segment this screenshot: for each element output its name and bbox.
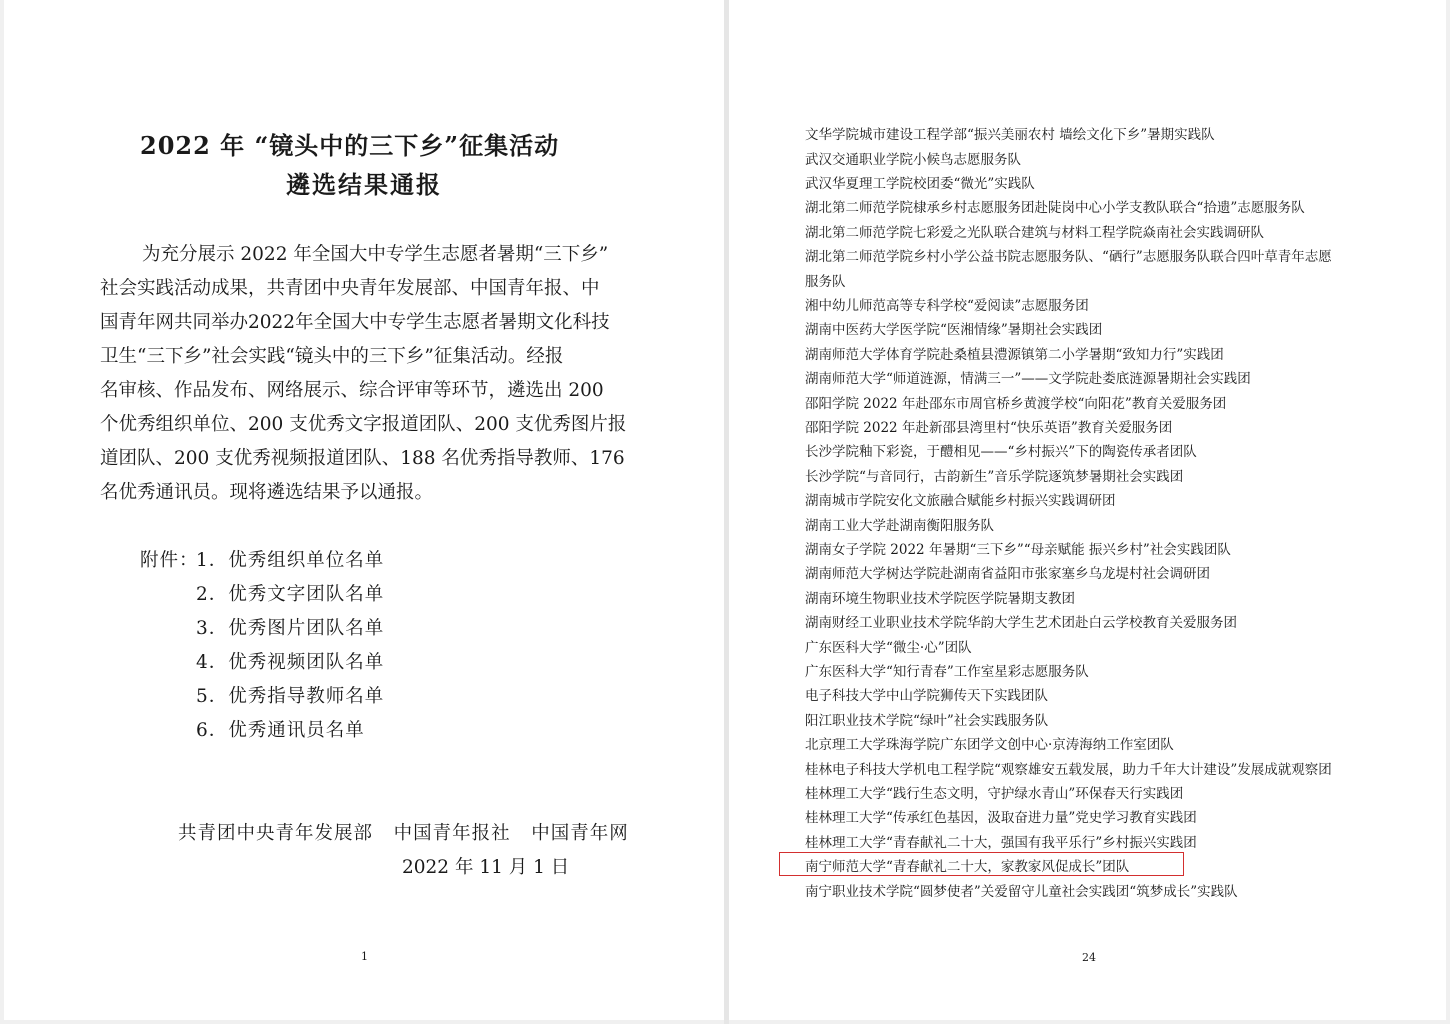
list-item: 湖南师范大学树达学院赴湖南省益阳市张家塞乡乌龙堤村社会调研团 <box>805 566 1210 582</box>
list-item: 湖南环境生物职业技术学院医学院暑期支教团 <box>805 591 1075 607</box>
list-item: 邵阳学院 2022 年赴邵东市周官桥乡黄渡学校“向阳花”教育关爱服务团 <box>805 396 1227 412</box>
list-item: 电子科技大学中山学院狮传天下实践团队 <box>805 688 1048 704</box>
list-item: 湖南师范大学体育学院赴桑植县澧源镇第二小学暑期“致知力行”实践团 <box>805 347 1224 363</box>
body-paragraph-line: 名审核、作品发布、网络展示、综合评审等环节，遴选出 200 <box>100 380 604 401</box>
list-item: 湖北第二师范学院乡村小学公益书院志愿服务队、“硒行”志愿服务队联合四叶草青年志愿 <box>805 249 1332 265</box>
list-item-highlighted: 南宁师范大学“青春献礼二十大，家教家风促成长”团队 <box>805 859 1130 875</box>
list-item: 桂林理工大学“青春献礼二十大，强国有我平乐行”乡村振兴实践团 <box>805 835 1197 851</box>
list-item: 湖北第二师范学院七彩爱之光队联合建筑与材料工程学院焱南社会实践调研队 <box>805 225 1264 241</box>
list-item: 湖南女子学院 2022 年暑期“三下乡”“母亲赋能 振兴乡村”社会实践团队 <box>805 542 1231 558</box>
list-item: 湘中幼儿师范高等专科学校“爱阅读”志愿服务团 <box>805 298 1089 314</box>
body-paragraph-line: 个优秀组织单位、200 支优秀文字报道团队、200 支优秀图片报 <box>100 414 627 435</box>
attachments-label: 附件： <box>140 550 199 571</box>
document-page-1 <box>4 0 724 1020</box>
attachment-item: 5．优秀指导教师名单 <box>196 686 385 707</box>
list-item: 湖南工业大学赴湖南衡阳服务队 <box>805 518 994 534</box>
list-item: 桂林理工大学“传承红色基因，汲取奋进力量”党史学习教育实践团 <box>805 810 1197 826</box>
issue-date: 2022 年 11 月 1 日 <box>402 857 570 878</box>
list-item: 广东医科大学“知行青春”工作室星彩志愿服务队 <box>805 664 1089 680</box>
attachment-item: 6．优秀通讯员名单 <box>196 720 365 741</box>
highlight-box <box>779 852 1184 876</box>
list-item: 武汉华夏理工学院校团委“微光”实践队 <box>805 176 1035 192</box>
body-paragraph-line: 为充分展示 2022 年全国大中专学生志愿者暑期“三下乡” <box>142 244 609 265</box>
list-item: 长沙学院釉下彩瓷，于醴相见——“乡村振兴”下的陶瓷传承者团队 <box>805 444 1197 460</box>
attachment-item: 1．优秀组织单位名单 <box>196 550 385 571</box>
list-item: 长沙学院“与音同行，古韵新生”音乐学院逐筑梦暑期社会实践团 <box>805 469 1184 485</box>
list-item: 武汉交通职业学院小候鸟志愿服务队 <box>805 152 1021 168</box>
list-item: 湖北第二师范学院棣承乡村志愿服务团赴陡岗中心小学支教队联合“拾遗”志愿服务队 <box>805 200 1305 216</box>
notice-title-line-2: 遴选结果通报 <box>286 170 442 199</box>
attachment-item: 2．优秀文字团队名单 <box>196 584 385 605</box>
attachment-item: 4．优秀视频团队名单 <box>196 652 385 673</box>
document-page-24 <box>729 0 1446 1020</box>
body-paragraph-line: 名优秀通讯员。现将遴选结果予以通报。 <box>100 482 434 503</box>
list-item: 阳江职业技术学院“绿叶”社会实践服务队 <box>805 713 1049 729</box>
list-item: 邵阳学院 2022 年赴新邵县湾里村“快乐英语”教育关爱服务团 <box>805 420 1173 436</box>
list-item: 湖南师范大学“师道涟源，情满三一”——文学院赴娄底涟源暑期社会实践团 <box>805 371 1251 387</box>
list-item: 桂林理工大学“践行生态文明，守护绿水青山”环保春天行实践团 <box>805 786 1184 802</box>
list-item: 广东医科大学“微尘·心”团队 <box>805 640 972 656</box>
list-item: 湖南中医药大学医学院“医湘情缘”暑期社会实践团 <box>805 322 1103 338</box>
list-item: 湖南城市学院安化文旅融合赋能乡村振兴实践调研团 <box>805 493 1116 509</box>
body-paragraph-line: 国青年网共同举办2022年全国大中专学生志愿者暑期文化科技 <box>100 312 610 333</box>
body-paragraph-line: 社会实践活动成果，共青团中央青年发展部、中国青年报、中 <box>100 278 600 299</box>
body-paragraph-line: 卫生“三下乡”社会实践“镜头中的三下乡”征集活动。经报 <box>100 346 564 367</box>
signature-issuers: 共青团中央青年发展部 中国青年报社 中国青年网 <box>178 823 629 844</box>
list-item: 北京理工大学珠海学院广东团学文创中心·京涛海纳工作室团队 <box>805 737 1174 753</box>
page-number: 1 <box>361 950 368 963</box>
list-item: 南宁职业技术学院“圆梦使者”关爱留守儿童社会实践团“筑梦成长”实践队 <box>805 884 1238 900</box>
page-number: 24 <box>1082 951 1096 964</box>
attachment-item: 3．优秀图片团队名单 <box>196 618 385 639</box>
list-item: 服务队 <box>805 274 846 290</box>
list-item: 桂林电子科技大学机电工程学院“观察雄安五载发展，助力千年大计建设”发展成就观察团 <box>805 762 1332 778</box>
list-item: 文华学院城市建设工程学部“振兴美丽农村 墙绘文化下乡”暑期实践队 <box>805 127 1215 143</box>
body-paragraph-line: 道团队、200 支优秀视频报道团队、188 名优秀指导教师、176 <box>100 448 625 469</box>
notice-title-line-1: 2022 年 “镜头中的三下乡”征集活动 <box>140 131 560 160</box>
list-item: 湖南财经工业职业技术学院华韵大学生艺术团赴白云学校教育关爱服务团 <box>805 615 1237 631</box>
